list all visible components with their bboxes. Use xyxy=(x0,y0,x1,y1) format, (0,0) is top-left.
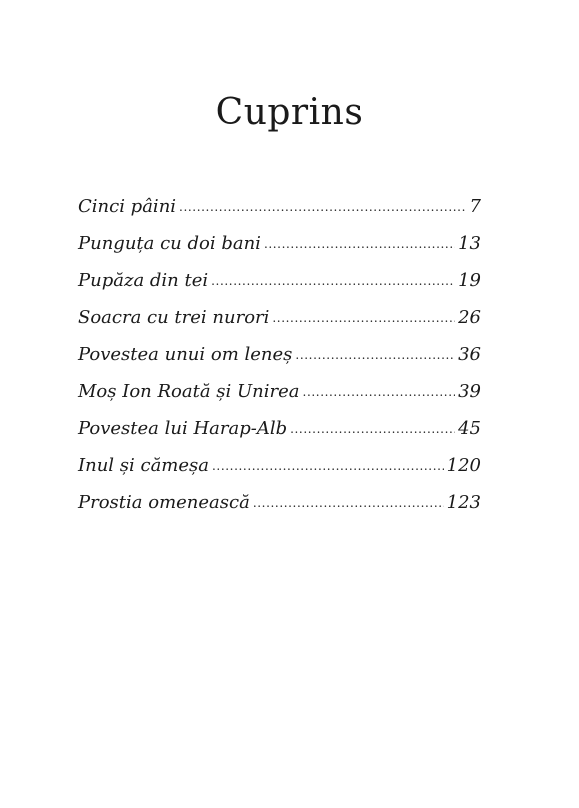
toc-entry-page: 39 xyxy=(458,381,481,402)
toc-entry-title: Prostia omenească xyxy=(78,492,250,513)
toc-entry-page: 45 xyxy=(458,418,481,439)
toc-entry-page: 26 xyxy=(458,307,481,328)
toc-entry-title: Pupăza din tei xyxy=(78,270,209,291)
table-of-contents xyxy=(78,196,481,529)
toc-entry xyxy=(78,233,481,270)
toc-entry-page: 13 xyxy=(458,233,481,254)
toc-entry-page: 7 xyxy=(469,196,481,217)
dot-leader xyxy=(179,200,467,214)
toc-entry-title: Punguța cu doi bani xyxy=(78,233,261,254)
toc-entry-page: 123 xyxy=(446,492,481,513)
dot-leader xyxy=(295,348,455,362)
dot-leader xyxy=(253,496,444,510)
toc-entry-title: Povestea lui Harap-Alb xyxy=(78,418,288,439)
toc-entry xyxy=(78,196,481,233)
toc-entry xyxy=(78,455,481,492)
toc-entry xyxy=(78,381,481,418)
toc-entry-title: Cinci pâini xyxy=(78,196,177,217)
dot-leader xyxy=(303,385,456,399)
toc-entry xyxy=(78,492,481,529)
toc-entry-page: 19 xyxy=(458,270,481,291)
toc-entry-title: Moș Ion Roată și Unirea xyxy=(78,381,300,402)
toc-entry xyxy=(78,344,481,381)
dot-leader xyxy=(264,237,455,251)
dot-leader xyxy=(211,274,455,288)
dot-leader xyxy=(290,422,455,436)
page-title: Cuprins xyxy=(215,92,364,133)
dot-leader xyxy=(272,311,455,325)
toc-entry-title: Povestea unui om leneș xyxy=(78,344,293,365)
toc-entry xyxy=(78,270,481,307)
toc-entry-page: 120 xyxy=(446,455,481,476)
toc-entry-title: Soacra cu trei nurori xyxy=(78,307,270,328)
toc-entry xyxy=(78,307,481,344)
toc-entry xyxy=(78,418,481,455)
dot-leader xyxy=(212,459,444,473)
toc-entry-page: 36 xyxy=(458,344,481,365)
toc-entry-title: Inul și cămeșa xyxy=(78,455,209,476)
